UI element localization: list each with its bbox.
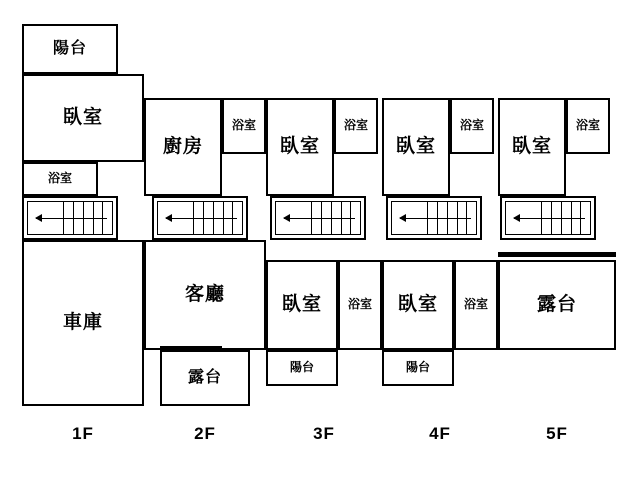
room-4f-bathroom-upper (450, 98, 494, 154)
stair-1f (22, 196, 118, 240)
room-label: 浴室 (343, 118, 368, 133)
stair-inner (27, 201, 113, 235)
stair-inner (275, 201, 361, 235)
room-3f-bathroom-lower (338, 260, 382, 350)
room-1f-bathroom (22, 162, 98, 196)
room-4f-bathroom-lower (454, 260, 498, 350)
stair-steps (311, 202, 360, 234)
room-label: 浴室 (347, 297, 372, 312)
room-label: 客廳 (184, 283, 225, 305)
room-2f-kitchen (144, 98, 222, 196)
room-label: 車庫 (62, 311, 103, 333)
room-label: 陽台 (52, 40, 87, 58)
stair-steps (63, 202, 112, 234)
room-1f-garage (22, 240, 144, 406)
floor-label-1f: 1F (72, 424, 94, 443)
floor-label-4f: 4F (429, 424, 451, 443)
room-label: 浴室 (575, 118, 600, 133)
room-label: 浴室 (47, 171, 72, 186)
room-label: 浴室 (463, 297, 488, 312)
room-4f-balcony (382, 350, 454, 386)
room-3f-bathroom-upper (334, 98, 378, 154)
room-2f-living-room (144, 240, 266, 350)
room-label: 臥室 (279, 135, 320, 157)
stair-inner (505, 201, 591, 235)
room-5f-bedroom (498, 98, 566, 196)
floor-label-5f: 5F (546, 424, 568, 443)
room-label: 露台 (536, 293, 577, 315)
terrace-divider-5f (498, 252, 616, 257)
stair-2f (152, 196, 248, 240)
room-label: 臥室 (511, 135, 552, 157)
room-label: 臥室 (395, 135, 436, 157)
room-5f-terrace (498, 260, 616, 350)
terrace-divider-2f (160, 346, 222, 351)
room-label: 浴室 (459, 118, 484, 133)
room-2f-terrace (160, 350, 250, 406)
room-1f-bedroom (22, 74, 144, 162)
stair-5f (500, 196, 596, 240)
room-label: 浴室 (231, 118, 256, 133)
room-3f-bedroom-lower (266, 260, 338, 350)
room-3f-bedroom-upper (266, 98, 334, 196)
stair-4f (386, 196, 482, 240)
room-3f-balcony (266, 350, 338, 386)
stair-inner (157, 201, 243, 235)
room-5f-bathroom (566, 98, 610, 154)
stair-steps (541, 202, 590, 234)
room-label: 露台 (187, 369, 222, 387)
room-2f-bathroom (222, 98, 266, 154)
room-label: 陽台 (405, 360, 430, 375)
room-label: 臥室 (397, 293, 438, 315)
room-4f-bedroom-lower (382, 260, 454, 350)
stair-steps (193, 202, 242, 234)
room-label: 陽台 (289, 360, 314, 375)
room-label: 臥室 (62, 106, 103, 128)
stair-inner (391, 201, 477, 235)
room-label: 廚房 (162, 135, 203, 157)
floor-label-3f: 3F (313, 424, 335, 443)
room-1f-balcony (22, 24, 118, 74)
room-label: 臥室 (281, 293, 322, 315)
floor-label-2f: 2F (194, 424, 216, 443)
room-4f-bedroom-upper (382, 98, 450, 196)
stair-steps (427, 202, 476, 234)
stair-3f (270, 196, 366, 240)
